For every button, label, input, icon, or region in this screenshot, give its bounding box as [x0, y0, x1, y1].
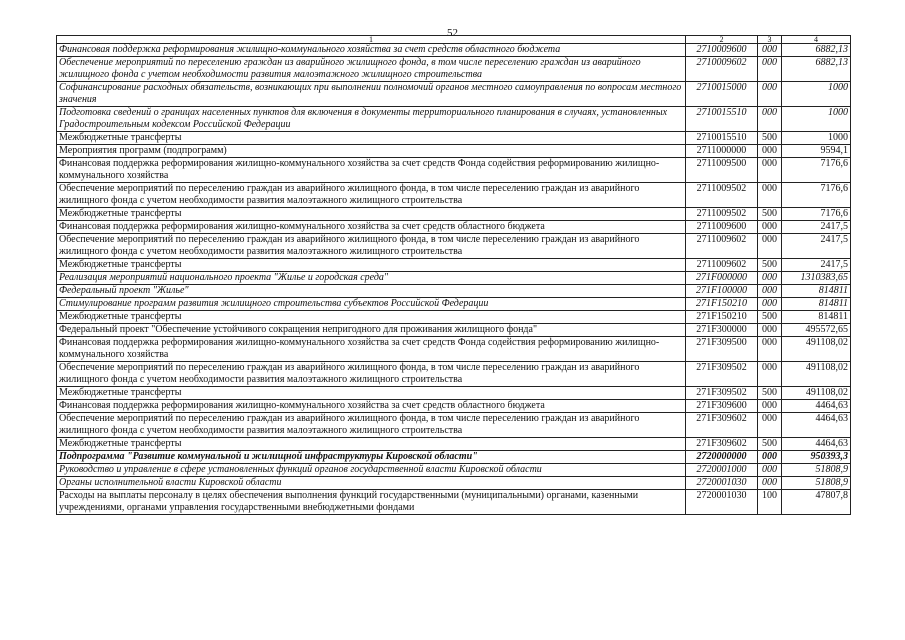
table-row — [57, 464, 851, 477]
table-row — [57, 57, 851, 82]
row-name-cell: Подпрограмма "Развитие коммунальной и жилищной инфраструктуры Кировской области" — [57, 451, 686, 464]
row-code-cell: 2720001000 — [686, 464, 758, 477]
row-amount-cell: 814811 — [782, 298, 851, 311]
table-row — [57, 145, 851, 158]
table-row — [57, 272, 851, 285]
row-name-cell: Обеспечение мероприятий по переселению граждан из аварийного жилищного фонда, в том числе переселению граждан из аварийного жилищного фонда с учетом необходимости развития малоэтажного жилищного строительства — [57, 183, 686, 208]
row-amount-cell: 814811 — [782, 285, 851, 298]
row-name-cell: Финансовая поддержка реформирования жилищно-коммунального хозяйства за счет средств областного бюджета — [57, 400, 686, 413]
row-name-cell: Софинансирование расходных обязательств, возникающих при выполнении полномочий органов местного самоуправления по вопросам местного значения — [57, 82, 686, 107]
row-name-cell: Межбюджетные трансферты — [57, 387, 686, 400]
row-name-cell: Межбюджетные трансферты — [57, 311, 686, 324]
table-row — [57, 44, 851, 57]
row-expense-type-cell: 000 — [758, 477, 782, 490]
row-code-cell: 271F150210 — [686, 311, 758, 324]
row-amount-cell: 495572,65 — [782, 324, 851, 337]
table-row — [57, 311, 851, 324]
row-amount-cell: 950393,3 — [782, 451, 851, 464]
row-expense-type-cell: 000 — [758, 362, 782, 387]
row-name-cell: Финансовая поддержка реформирования жилищно-коммунального хозяйства за счет средств областного бюджета — [57, 44, 686, 57]
row-name-cell: Обеспечение мероприятий по переселению граждан из аварийного жилищного фонда, в том числе переселению граждан из аварийного жилищного фонда с учетом необходимости развития малоэтажного жилищного строительства — [57, 362, 686, 387]
table-row — [57, 234, 851, 259]
row-code-cell: 271F150210 — [686, 298, 758, 311]
table-row — [57, 438, 851, 451]
header-col-4: 4 — [782, 36, 851, 44]
row-expense-type-cell: 500 — [758, 259, 782, 272]
row-expense-type-cell: 500 — [758, 311, 782, 324]
table-row — [57, 221, 851, 234]
row-expense-type-cell: 000 — [758, 183, 782, 208]
row-name-cell: Органы исполнительной власти Кировской области — [57, 477, 686, 490]
row-amount-cell: 2417,5 — [782, 259, 851, 272]
row-code-cell: 2710015510 — [686, 132, 758, 145]
row-expense-type-cell: 000 — [758, 337, 782, 362]
table-row — [57, 477, 851, 490]
row-amount-cell: 1310383,65 — [782, 272, 851, 285]
row-code-cell: 2720001030 — [686, 490, 758, 515]
row-name-cell: Межбюджетные трансферты — [57, 259, 686, 272]
row-expense-type-cell: 000 — [758, 158, 782, 183]
row-code-cell: 2711000000 — [686, 145, 758, 158]
row-expense-type-cell: 500 — [758, 438, 782, 451]
row-expense-type-cell: 000 — [758, 451, 782, 464]
budget-table — [56, 35, 851, 515]
table-row — [57, 208, 851, 221]
table-row — [57, 132, 851, 145]
table-row — [57, 324, 851, 337]
row-expense-type-cell: 100 — [758, 490, 782, 515]
row-expense-type-cell: 000 — [758, 145, 782, 158]
row-expense-type-cell: 000 — [758, 234, 782, 259]
row-code-cell: 2711009600 — [686, 221, 758, 234]
table-row — [57, 285, 851, 298]
row-code-cell: 2711009502 — [686, 183, 758, 208]
table-row — [57, 451, 851, 464]
row-code-cell: 2711009502 — [686, 208, 758, 221]
row-expense-type-cell: 000 — [758, 57, 782, 82]
row-code-cell: 2711009602 — [686, 259, 758, 272]
row-amount-cell: 7176,6 — [782, 158, 851, 183]
row-code-cell: 271F309502 — [686, 362, 758, 387]
table-row — [57, 259, 851, 272]
table-row — [57, 413, 851, 438]
row-name-cell: Межбюджетные трансферты — [57, 438, 686, 451]
row-expense-type-cell: 000 — [758, 464, 782, 477]
row-code-cell: 2710015510 — [686, 107, 758, 132]
row-expense-type-cell: 000 — [758, 221, 782, 234]
header-col-2: 2 — [686, 36, 758, 44]
row-name-cell: Федеральный проект "Жилье" — [57, 285, 686, 298]
row-expense-type-cell: 500 — [758, 387, 782, 400]
row-name-cell: Подготовка сведений о границах населенных пунктов для включения в документы территориального планирования в случаях, установленных Градостроительным кодексом Российской Федерации — [57, 107, 686, 132]
row-name-cell: Обеспечение мероприятий по переселению граждан из аварийного жилищного фонда, в том числе переселению граждан из аварийного жилищного фонда с учетом необходимости развития малоэтажного жилищного строительства — [57, 57, 686, 82]
row-amount-cell: 7176,6 — [782, 183, 851, 208]
row-name-cell: Финансовая поддержка реформирования жилищно-коммунального хозяйства за счет средств областного бюджета — [57, 221, 686, 234]
row-amount-cell: 9594,1 — [782, 145, 851, 158]
table-row — [57, 337, 851, 362]
row-name-cell: Стимулирование программ развития жилищного строительства субъектов Российской Федерации — [57, 298, 686, 311]
table-body — [57, 44, 851, 515]
row-amount-cell: 491108,02 — [782, 387, 851, 400]
table-row — [57, 490, 851, 515]
row-amount-cell: 2417,5 — [782, 234, 851, 259]
table-row — [57, 298, 851, 311]
table-row — [57, 82, 851, 107]
row-code-cell: 271F100000 — [686, 285, 758, 298]
row-amount-cell: 491108,02 — [782, 337, 851, 362]
row-amount-cell: 491108,02 — [782, 362, 851, 387]
row-expense-type-cell: 000 — [758, 400, 782, 413]
table-row — [57, 387, 851, 400]
row-name-cell: Мероприятия программ (подпрограмм) — [57, 145, 686, 158]
row-amount-cell: 1000 — [782, 107, 851, 132]
row-name-cell: Расходы на выплаты персоналу в целях обеспечения выполнения функций государственными (муниципальными) органами, казенными учреждениями, органами управления государственными внебюджетными фондами — [57, 490, 686, 515]
row-expense-type-cell: 500 — [758, 132, 782, 145]
row-amount-cell: 47807,8 — [782, 490, 851, 515]
row-expense-type-cell: 000 — [758, 298, 782, 311]
row-expense-type-cell: 000 — [758, 324, 782, 337]
row-amount-cell: 4464,63 — [782, 413, 851, 438]
row-code-cell: 2720000000 — [686, 451, 758, 464]
row-expense-type-cell: 000 — [758, 44, 782, 57]
table-header-row — [57, 36, 851, 44]
row-code-cell: 271F309602 — [686, 438, 758, 451]
row-code-cell: 271F000000 — [686, 272, 758, 285]
row-name-cell: Финансовая поддержка реформирования жилищно-коммунального хозяйства за счет средств Фонда содействия реформированию жилищно-коммунального хозяйства — [57, 158, 686, 183]
row-name-cell: Межбюджетные трансферты — [57, 132, 686, 145]
row-code-cell: 271F309602 — [686, 413, 758, 438]
row-code-cell: 271F309502 — [686, 387, 758, 400]
table-row — [57, 183, 851, 208]
row-code-cell: 2711009602 — [686, 234, 758, 259]
row-expense-type-cell: 500 — [758, 208, 782, 221]
row-expense-type-cell: 000 — [758, 82, 782, 107]
row-name-cell: Межбюджетные трансферты — [57, 208, 686, 221]
row-amount-cell: 814811 — [782, 311, 851, 324]
page-number: 52 — [447, 27, 458, 39]
row-code-cell: 271F309500 — [686, 337, 758, 362]
table-row — [57, 107, 851, 132]
row-amount-cell: 6882,13 — [782, 57, 851, 82]
row-name-cell: Руководство и управление в сфере установленных функций органов государственной власти Кировской области — [57, 464, 686, 477]
row-expense-type-cell: 000 — [758, 413, 782, 438]
row-code-cell: 2720001030 — [686, 477, 758, 490]
row-amount-cell: 7176,6 — [782, 208, 851, 221]
row-amount-cell: 4464,63 — [782, 400, 851, 413]
row-expense-type-cell: 000 — [758, 285, 782, 298]
row-name-cell: Федеральный проект "Обеспечение устойчивого сокращения непригодного для проживания жилищного фонда" — [57, 324, 686, 337]
row-expense-type-cell: 000 — [758, 107, 782, 132]
row-amount-cell: 51808,9 — [782, 464, 851, 477]
row-name-cell: Финансовая поддержка реформирования жилищно-коммунального хозяйства за счет средств Фонда содействия реформированию жилищно-коммунального хозяйства — [57, 337, 686, 362]
row-code-cell: 2710009602 — [686, 57, 758, 82]
row-amount-cell: 51808,9 — [782, 477, 851, 490]
table-row — [57, 362, 851, 387]
table-row — [57, 158, 851, 183]
table-row — [57, 400, 851, 413]
row-amount-cell: 1000 — [782, 82, 851, 107]
row-name-cell: Реализация мероприятий национального проекта "Жилье и городская среда" — [57, 272, 686, 285]
row-amount-cell: 1000 — [782, 132, 851, 145]
header-col-1: 1 — [57, 36, 686, 44]
row-code-cell: 2710009600 — [686, 44, 758, 57]
row-code-cell: 271F309600 — [686, 400, 758, 413]
row-code-cell: 2711009500 — [686, 158, 758, 183]
row-amount-cell: 4464,63 — [782, 438, 851, 451]
row-name-cell: Обеспечение мероприятий по переселению граждан из аварийного жилищного фонда, в том числе переселению граждан из аварийного жилищного фонда с учетом необходимости развития малоэтажного жилищного строительства — [57, 413, 686, 438]
header-col-3: 3 — [758, 36, 782, 44]
row-amount-cell: 2417,5 — [782, 221, 851, 234]
row-amount-cell: 6882,13 — [782, 44, 851, 57]
row-code-cell: 271F300000 — [686, 324, 758, 337]
row-name-cell: Обеспечение мероприятий по переселению граждан из аварийного жилищного фонда, в том числе переселению граждан из аварийного жилищного фонда с учетом необходимости развития малоэтажного жилищного строительства — [57, 234, 686, 259]
row-expense-type-cell: 000 — [758, 272, 782, 285]
row-code-cell: 2710015000 — [686, 82, 758, 107]
